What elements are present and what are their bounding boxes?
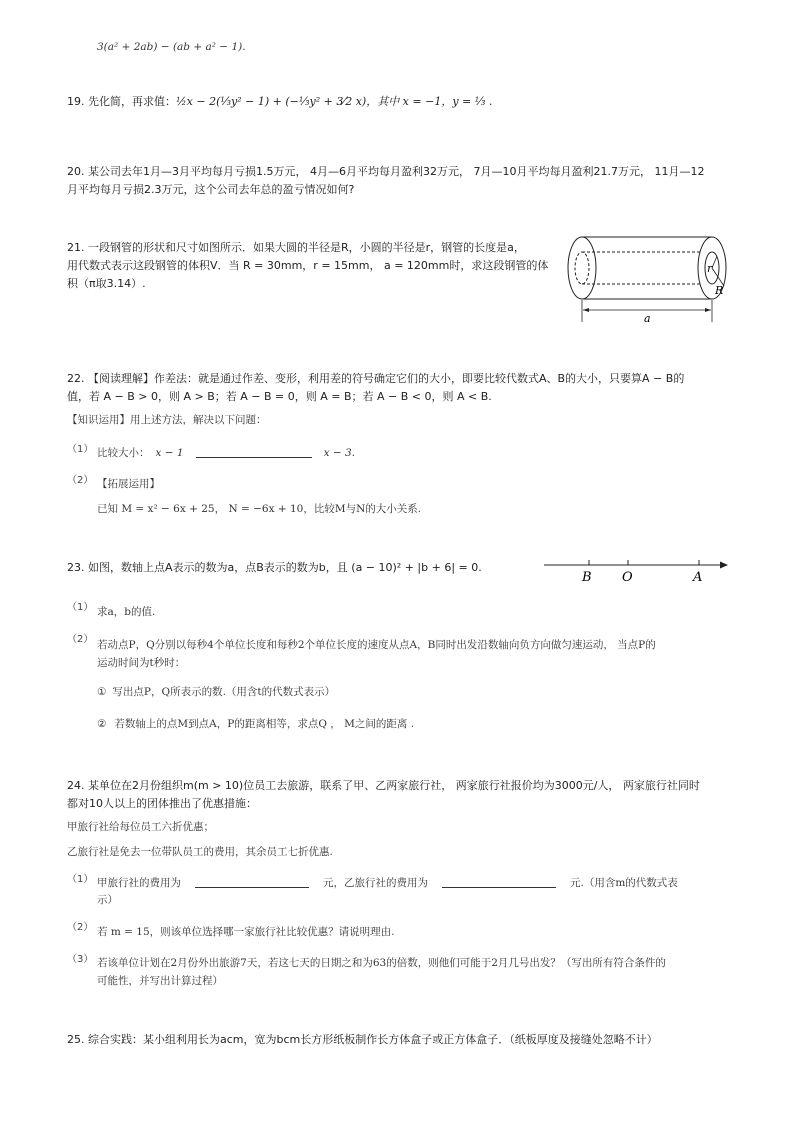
q22-p2-num: （2） xyxy=(67,475,94,486)
q20-line2: 月平均每月亏损2.3万元，这个公司去年总的盈亏情况如何? xyxy=(67,183,355,196)
q24-line3: 甲旅行社给每位员工六折优惠； xyxy=(67,821,214,833)
q24-line2: 都对10人以上的团体推出了优惠措施： xyxy=(67,797,257,810)
q22-use: 【知识运用】用上述方法，解决以下问题： xyxy=(67,414,267,426)
q24-p2-text: 若 m = 15，则该单位选择哪一家旅行社比较优惠？请说明理由. xyxy=(97,926,395,938)
q23-c2-num: ② xyxy=(97,718,107,730)
q22-p1-right: x − 3. xyxy=(323,447,355,459)
pipe-figure xyxy=(560,228,736,326)
q22-p1-num: （1） xyxy=(67,444,94,455)
q23-p2-line2: 运动时间为t秒时： xyxy=(97,657,186,669)
q23-c2 xyxy=(97,715,414,733)
axis-label-A: A xyxy=(693,570,703,585)
axis-label-O: O xyxy=(622,570,633,585)
q23-p1-num: （1） xyxy=(67,602,94,613)
q22-p2-text: 已知 M = x² − 6x + 25， N = −6x + 10，比较M与N的大小关系. xyxy=(97,503,422,515)
q22-line2: 值，若 A − B > 0，则 A > B；若 A − B = 0，则 A = B；若 A − B < 0，则 A < B. xyxy=(67,390,492,403)
q20-line1: 20. 某公司去年1月—3月平均每月亏损1.5万元， 4月—6月平均每月盈利32万元， 7月—10月平均每月盈利21.7万元， 11月—12 xyxy=(67,165,705,178)
q24-p3-line1: 若该单位计划在2月份外出旅游7天，若这七天的日期之和为63的倍数，则他们可能于2月几号出发？（写出所有符合条件的 xyxy=(97,957,666,969)
q24-p1-c: 元.（用含m的代数式表 xyxy=(570,877,678,889)
q25-line1: 25. 综合实践：某小组利用长为acm，宽为bcm长方形纸板制作长方体盒子或正方体盒子．（纸板厚度及接缝处忽略不计） xyxy=(67,1033,658,1046)
q24-p3-num: （3） xyxy=(67,954,94,965)
q22-p2-title: 【拓展运用】 xyxy=(97,478,160,490)
q23-line1: 23. 如图，数轴上点A表示的数为a，点B表示的数为b，且 (a − 10)² + |b + 6| = 0. xyxy=(67,561,482,574)
q24-p1-a: 甲旅行社的费用为 xyxy=(97,877,181,889)
q22-p1-left: x − 1 xyxy=(155,447,184,459)
q24-p1 xyxy=(97,874,678,892)
q24-p1-blank-a[interactable] xyxy=(195,875,309,888)
q23-p2-num: （2） xyxy=(67,634,94,645)
q19-text: 19. 先化简，再求值： xyxy=(67,95,176,108)
q24-line4: 乙旅行社是免去一位带队员工的费用，其余员工七折优惠. xyxy=(67,846,333,858)
q23-c2-text: 若数轴上的点M到点A，P的距离相等，求点Q ， M之间的距离 . xyxy=(114,718,415,730)
q24-p1-blank-b[interactable] xyxy=(442,875,556,888)
q24-p1-num: （1） xyxy=(67,874,94,885)
top-expression: 3(a² + 2ab) − (ab + a² − 1). xyxy=(97,41,246,53)
q19-stem xyxy=(67,93,492,111)
q23-p2-line1: 若动点P，Q分别以每秒4个单位长度和每秒2个单位长度的速度从点A，B同时出发沿数轴向负方向做匀速运动， 当点P的 xyxy=(97,639,656,651)
q23-c1-num: ① xyxy=(97,686,107,698)
q24-line1: 24. 某单位在2月份组织m(m > 10)位员工去旅游，联系了甲、乙两家旅行社， 两家旅行社报价均为3000元/人， 两家旅行社同时 xyxy=(67,779,700,792)
q22-p1 xyxy=(97,444,355,462)
q24-p3-line2: 可能性，并写出计算过程） xyxy=(97,975,223,987)
q21-line2: 用代数式表示这段钢管的体积V．当 R = 30mm，r = 15mm， a = 120mm时，求这段钢管的体 xyxy=(67,259,549,272)
q23-c1 xyxy=(97,683,335,701)
q21-line3: 积（π取3.14）. xyxy=(67,277,146,290)
q22-line1: 22. 【阅读理解】作差法：就是通过作差、变形，利用差的符号确定它们的大小，即要比较代数式A、B的大小，只要算A − B的 xyxy=(67,372,685,385)
fig-label-r: r xyxy=(707,262,713,275)
q19-expression: ½x − 2(⅓y² − 1) + (−⅓y² + 3⁄2 x)，其中 x = −1，y = ⅓ . xyxy=(176,95,493,108)
q21-line1: 21. 一段钢管的形状和尺寸如图所示．如果大圆的半径是R，小圆的半径是r，钢管的长度是a， xyxy=(67,241,525,254)
fig-label-R: R xyxy=(715,284,724,297)
q24-p2-num: （2） xyxy=(67,922,94,933)
q23-p1-text: 求a，b的值. xyxy=(97,606,156,618)
q23-c1-text: 写出点P，Q所表示的数.（用含t的代数式表示） xyxy=(112,686,336,698)
fig-label-a: a xyxy=(644,312,651,325)
axis-label-B: B xyxy=(582,570,592,585)
q24-p1-b: 元，乙旅行社的费用为 xyxy=(323,877,428,889)
q22-p1-text: 比较大小： xyxy=(97,447,150,459)
q22-p1-blank[interactable] xyxy=(196,445,312,458)
number-line xyxy=(540,553,732,587)
q24-p1-d: 示） xyxy=(97,894,118,906)
